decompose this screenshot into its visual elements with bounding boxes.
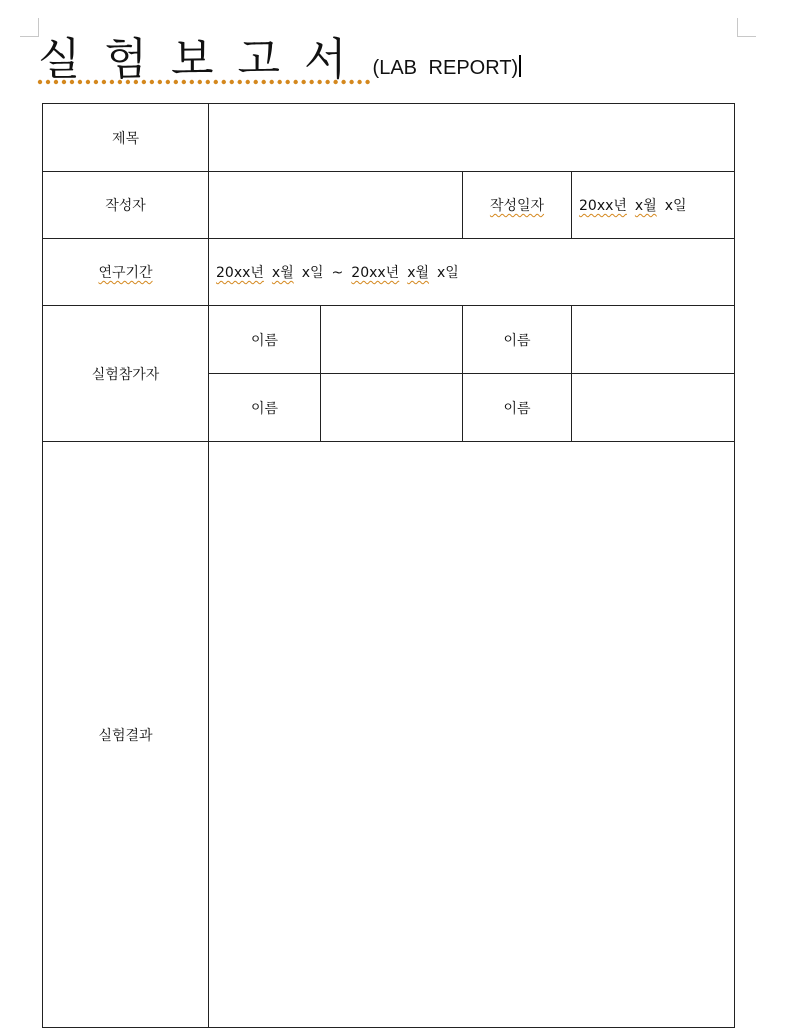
author-row <box>43 172 735 239</box>
period-end-month: x월 <box>407 265 430 281</box>
period-separator: ~ <box>331 265 344 281</box>
page-corner-mark-left <box>20 18 39 37</box>
subject-value-cell[interactable] <box>209 104 735 172</box>
title-sub-text[interactable]: (LAB REPORT) <box>372 57 519 79</box>
name-value-cell-2[interactable] <box>572 306 735 374</box>
name-label-4: 이름 <box>463 374 572 442</box>
date-day: x일 <box>664 198 687 214</box>
name-label-2: 이름 <box>463 306 572 374</box>
period-start-month: x월 <box>271 265 294 281</box>
title-main[interactable]: 실험보고서 <box>38 34 371 85</box>
period-end-day: x일 <box>437 265 459 281</box>
participants-label: 실험참가자 <box>43 306 209 442</box>
period-start-year: 20xx년 <box>216 265 264 281</box>
subject-row <box>43 104 735 172</box>
results-value-cell[interactable] <box>209 442 735 1028</box>
period-label: 연구기간 <box>98 265 153 281</box>
period-label-cell <box>43 239 209 306</box>
title-sub[interactable] <box>373 54 522 82</box>
results-row <box>43 442 735 1028</box>
name-value-cell-4[interactable] <box>572 374 735 442</box>
participants-row-1 <box>43 306 735 374</box>
page-corner-mark-right <box>737 18 756 37</box>
period-end-year: 20xx년 <box>351 265 400 281</box>
text-cursor <box>519 55 521 77</box>
subject-label: 제목 <box>43 104 209 172</box>
period-row <box>43 239 735 306</box>
date-label: 작성일자 <box>489 198 545 214</box>
period-value-cell[interactable] <box>209 239 735 306</box>
results-label: 실험결과 <box>43 442 209 1028</box>
name-value-cell-1[interactable] <box>321 306 463 374</box>
name-label-3: 이름 <box>209 374 321 442</box>
report-table <box>42 103 735 1028</box>
date-value-cell[interactable] <box>572 172 735 239</box>
period-start-day: x일 <box>301 265 324 281</box>
name-label-1: 이름 <box>209 306 321 374</box>
date-month: x월 <box>634 198 657 214</box>
document-title[interactable] <box>38 26 521 86</box>
date-label-cell <box>463 172 572 239</box>
date-year: 20xx년 <box>579 198 627 214</box>
author-label: 작성자 <box>43 172 209 239</box>
author-value-cell[interactable] <box>209 172 463 239</box>
name-value-cell-3[interactable] <box>321 374 463 442</box>
